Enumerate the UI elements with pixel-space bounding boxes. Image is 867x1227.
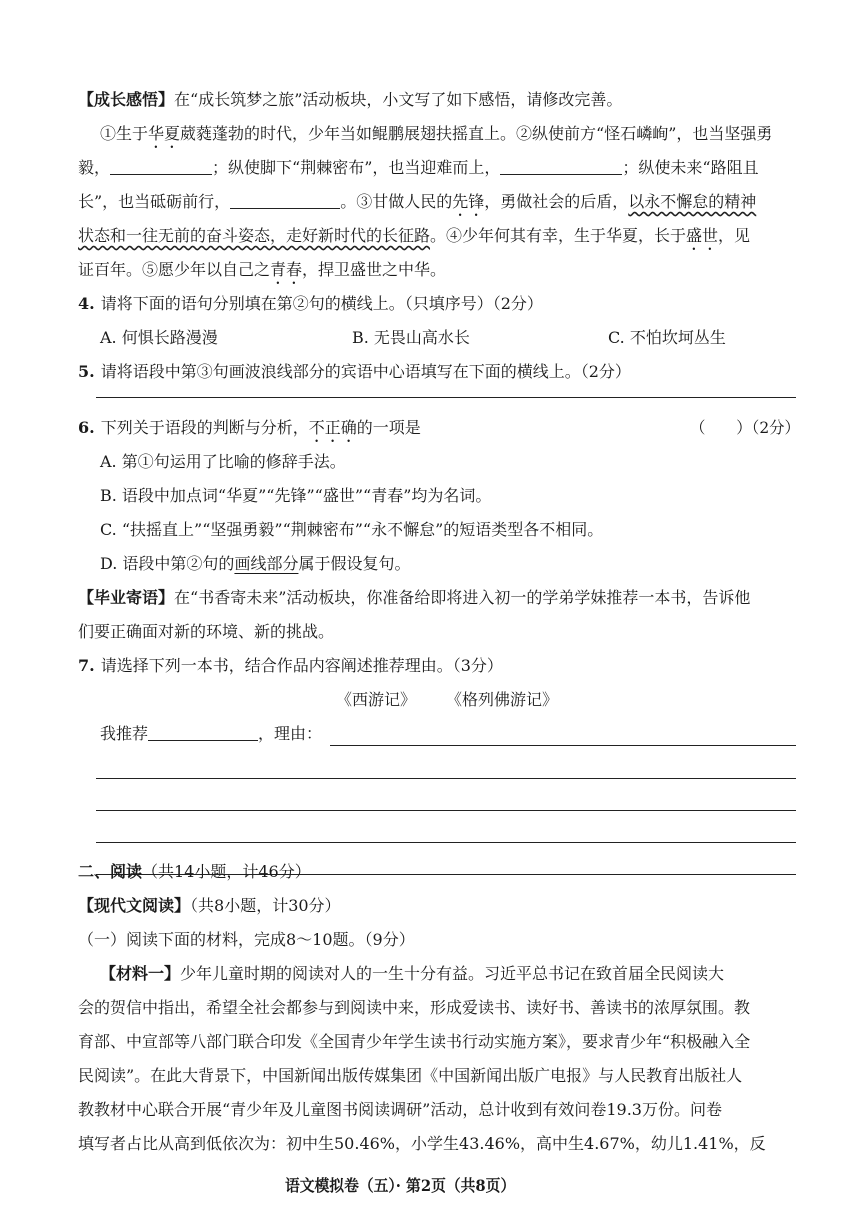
dotted-word-huaxia: 华夏 <box>148 124 181 143</box>
text-run: ，捍卫盛世之中华。 <box>302 260 447 279</box>
question-text: 下列关于语段的判断与分析， <box>100 418 309 437</box>
q4-option-a: A. 何惧长路漫漫 <box>100 328 218 347</box>
material-text: 少年儿童时期的阅读对人的一生十分有益。习近平总书记在致首届全民阅读大 <box>180 964 725 983</box>
growth-intro: 在“成长筑梦之旅”活动板块，小文写了如下感悟，请修改完善。 <box>174 90 623 109</box>
text-run: 证百年。⑤愿少年以自己之 <box>78 260 271 279</box>
answer-line-q7-4[interactable] <box>96 842 796 843</box>
dotted-emphasis: 不正确 <box>308 418 357 437</box>
question-text: 请选择下列一本书，结合作品内容阐述推荐理由。（3分） <box>100 656 503 675</box>
material-line-1 <box>100 962 724 986</box>
material-tag: 【材料一】 <box>100 964 181 983</box>
q4-option-c: C. 不怕坎坷丛生 <box>608 328 726 347</box>
question-number: 5. <box>78 362 95 381</box>
section-title: 二、阅读 <box>78 862 143 881</box>
part-1-instruction: （一）阅读下面的材料，完成8～10题。（9分） <box>78 930 415 949</box>
dotted-word-xianfeng: 先锋 <box>452 192 485 211</box>
q4-option-b: B. 无畏山高水长 <box>352 328 470 347</box>
wavy-underline-text: 以永不懈怠的精神 <box>628 192 757 211</box>
modern-reading-heading <box>78 894 341 918</box>
answer-blank-1[interactable] <box>110 156 212 175</box>
grad-line-1 <box>78 586 750 610</box>
question-text: 请将语段中第③句画波浪线部分的宾语中心语填写在下面的横线上。（2分） <box>100 362 631 381</box>
text-run: ；纵使脚下“荆棘密布”，也当迎难而上， <box>212 158 501 177</box>
text-run: 葳蕤蓬勃的时代，少年当如鲲鹏展翅扶摇直上。②纵使前方“怪石嶙峋”，也当坚强勇 <box>180 124 773 143</box>
wavy-underline-text: 状态和一往无前的奋斗姿态，走好新时代的长征路 <box>78 226 431 245</box>
recommend-label: 我推荐 <box>100 724 149 743</box>
section-subtitle: （共14小题，计46分） <box>142 862 311 881</box>
growth-intro-line <box>78 88 622 112</box>
material-line-3: 育部、中宣部等八部门联合印发《全国青少年学生读书行动实施方案》，要求青少年“积极融入全 <box>78 1032 751 1051</box>
question-5 <box>78 360 631 384</box>
text-run: 毅， <box>78 158 111 177</box>
page-footer: 语文模拟卷（五）· 第2页（共8页） <box>285 1176 516 1195</box>
section-tag-growth: 【成长感悟】 <box>78 90 175 109</box>
material-line-2: 会的贺信中指出，希望全社会都参与到阅读中来，形成爱读书、读好书、善读书的浓厚氛围。教 <box>78 998 751 1017</box>
question-number: 7. <box>78 656 95 675</box>
material-line-5: 教教材中心联合开展“青少年及儿童图书阅读调研”活动，总计收到有效问卷19.3万份。问卷 <box>78 1100 722 1119</box>
text-run: 。④少年何其有幸，生于华夏，长于 <box>430 226 687 245</box>
answer-blank-2[interactable] <box>500 156 622 175</box>
section-tag-grad: 【毕业寄语】 <box>78 588 175 607</box>
question-number: 6. <box>78 418 95 437</box>
q6-option-c: C. “扶摇直上”“坚强勇毅”“荆棘密布”“永不懈怠”的短语类型各不相同。 <box>100 520 604 539</box>
text-run: D. 语段中第②句的 <box>100 554 235 573</box>
dotted-word-shengshi: 盛世 <box>686 226 719 245</box>
dotted-word-qingchun: 青春 <box>270 260 303 279</box>
q6-option-a: A. 第①句运用了比喻的修辞手法。 <box>100 452 346 471</box>
paragraph-line-4 <box>78 224 750 248</box>
grad-line-2: 们要正确面对新的环境、新的挑战。 <box>78 622 335 641</box>
answer-line-q7-3[interactable] <box>96 810 796 811</box>
paragraph-line-1 <box>100 122 772 146</box>
material-line-6: 填写者占比从高到低依次为：初中生50.46%，小学生43.46%，高中生4.67%，幼儿1.41%，反 <box>78 1134 766 1153</box>
answer-line-q7-2[interactable] <box>96 778 796 779</box>
paragraph-line-2 <box>78 156 759 180</box>
material-line-4: 民阅读”。在此大背景下，中国新闻出版传媒集团《中国新闻出版广电报》与人民教育出版社人 <box>78 1066 743 1085</box>
answer-blank-3[interactable] <box>230 190 340 209</box>
text-run: 长”，也当砥砺前行， <box>78 192 231 211</box>
answer-line-q5[interactable] <box>96 397 796 398</box>
q6-option-d <box>100 552 410 576</box>
q6-option-b: B. 语段中加点词“华夏”“先锋”“盛世”“青春”均为名词。 <box>100 486 492 505</box>
paragraph-line-3 <box>78 190 756 214</box>
section-subtitle: （共8小题，计30分） <box>190 896 341 915</box>
grad-text: 在“书香寄未来”活动板块，你准备给即将进入初一的学弟学妹推荐一本书，告诉他 <box>174 588 751 607</box>
section-heading-reading <box>78 860 311 884</box>
recommend-line <box>100 722 322 746</box>
paragraph-line-5 <box>78 258 446 282</box>
question-number: 4. <box>78 294 95 313</box>
question-text: 的一项是 <box>356 418 421 437</box>
question-6 <box>78 416 421 440</box>
question-4 <box>78 292 543 316</box>
section-tag-modern: 【现代文阅读】 <box>78 896 191 915</box>
text-run: ，见 <box>718 226 751 245</box>
text-run: ①生于 <box>100 124 149 143</box>
text-run: 。③甘做人民的 <box>340 192 453 211</box>
answer-paren-q6[interactable]: （ ）（2分） <box>690 418 800 437</box>
question-7 <box>78 654 503 678</box>
underlined-text: 画线部分 <box>234 554 299 573</box>
book-choice-blank[interactable] <box>148 722 258 741</box>
text-run: ，勇做社会的后盾， <box>484 192 629 211</box>
reason-label: ，理由： <box>258 724 323 743</box>
question-text: 请将下面的语句分别填在第②句的横线上。（只填序号）（2分） <box>100 294 543 313</box>
text-run: ；纵使未来“路阻且 <box>622 158 759 177</box>
book-option-2: 《格列佛游记》 <box>446 690 559 709</box>
text-run: 属于假设复句。 <box>298 554 411 573</box>
answer-line-q7-1[interactable] <box>330 745 796 746</box>
book-option-1: 《西游记》 <box>336 690 417 709</box>
